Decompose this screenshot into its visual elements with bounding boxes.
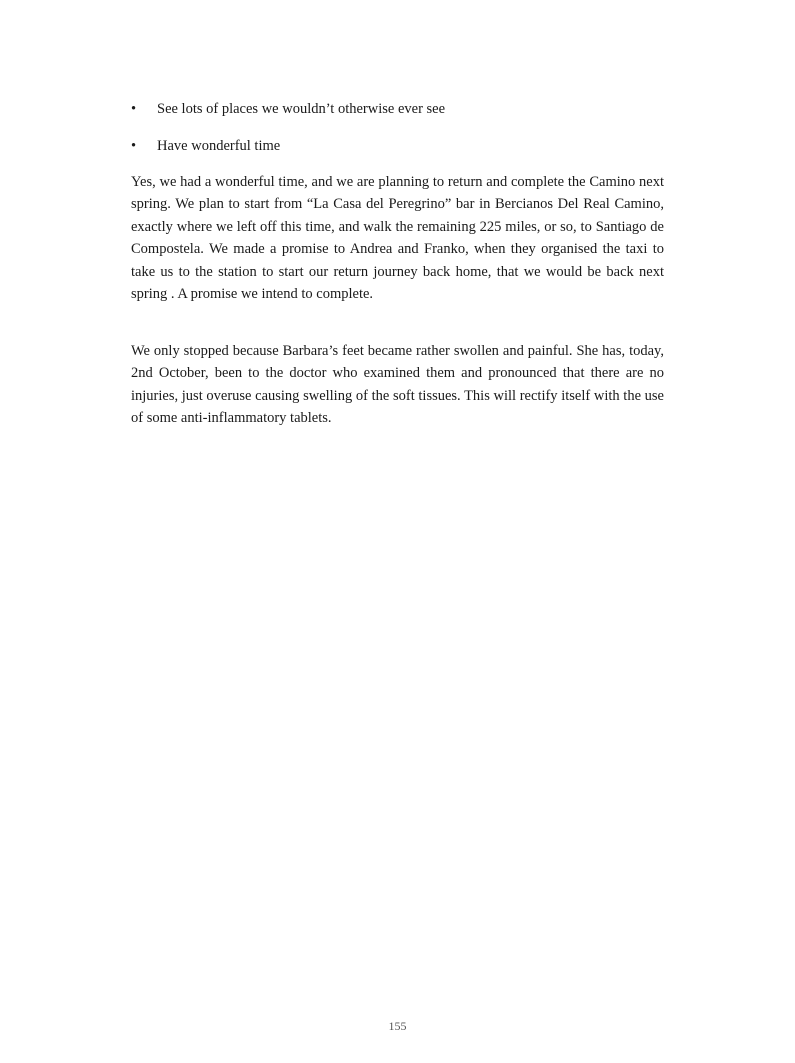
bullet-text: Have wonderful time [157, 138, 281, 154]
bullet-marker: • [131, 101, 137, 117]
paragraph-return-plans: Yes, we had a wonderful time, and we are planning to return and complete the Camino next spring. We plan to start from “La Casa del Peregrino” bar in Bercianos Del Real Camino, exactly where we left off this time, and walk the remaining 225 miles, or so, to Santiago de Compostela. We made a promise to Andrea and Franko, when they organised the taxi to take us to the station to start our return journey back home, that we would be back next spring . A promise we intend to complete. [131, 174, 664, 303]
bullet-marker: • [131, 138, 137, 154]
bullet-item [131, 99, 671, 119]
bullet-list [131, 99, 671, 173]
bullet-text: See lots of places we wouldn’t otherwise ever see [157, 101, 446, 117]
bullet-item [131, 136, 671, 156]
page-number: 155 [388, 1019, 407, 1033]
paragraph-stopping-reason: We only stopped because Barbara’s feet became rather swollen and painful. She has, today, 2nd October, been to the doctor who examined them and pronounced that there are no injuries, just overuse causing swelling of the soft tissues. This will rectify itself with the use of some anti-inflammatory tablets. [131, 343, 664, 427]
